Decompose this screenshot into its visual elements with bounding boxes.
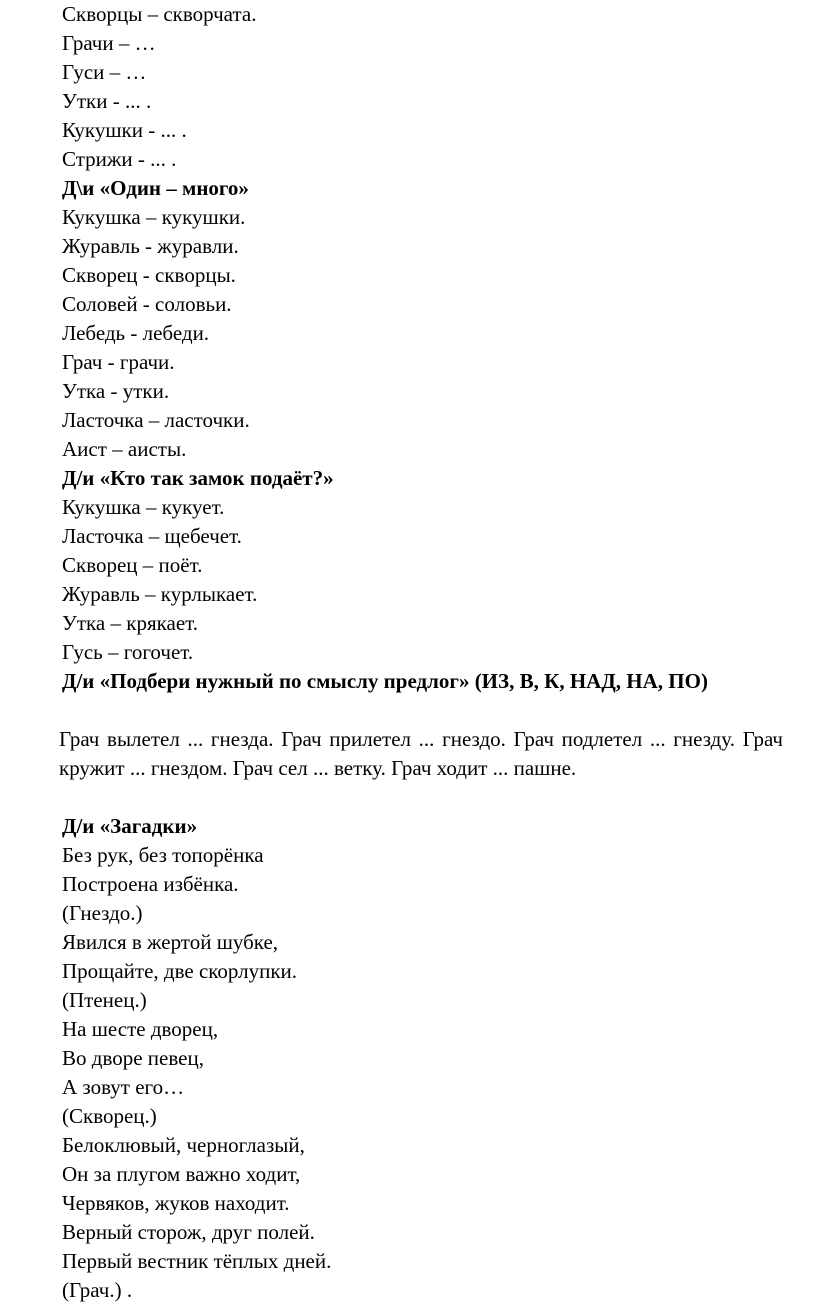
list-line: Утки - ... .: [62, 89, 152, 113]
riddle-answer: (Птенец.): [62, 988, 147, 1012]
riddle-line: Белоклювый, черноглазый,: [62, 1133, 305, 1157]
game4-heading: Д/и «Загадки»: [62, 814, 198, 838]
riddle-line: Верный сторож, друг полей.: [62, 1220, 315, 1244]
list-line: Кукушка – кукует.: [62, 495, 225, 519]
riddle-answer: (Скворец.): [62, 1104, 157, 1128]
riddle-line: А зовут его…: [62, 1075, 185, 1099]
riddle-line: Первый вестник тёплых дней.: [62, 1249, 332, 1273]
game1-heading: Д\и «Один – много»: [62, 176, 249, 200]
riddle-line: Явился в жертой шубке,: [62, 930, 279, 954]
list-line: Скворец - скворцы.: [62, 263, 236, 287]
game3-paragraph: Грач вылетел ... гнезда. Грач прилетел ... гнездо. Грач подлетел ... гнезду. Грач кружит ... гнездом. Грач сел ... ветку. Грач ходит ... пашне.: [59, 727, 783, 780]
riddle-line: Построена избёнка.: [62, 872, 239, 896]
riddle-line: Червяков, жуков находит.: [62, 1191, 290, 1215]
list-line: Кукушки - ... .: [62, 118, 187, 142]
list-line: Утка – крякает.: [62, 611, 198, 635]
riddle-line: Без рук, без топорёнка: [62, 843, 264, 867]
riddle-line: Прощайте, две скорлупки.: [62, 959, 298, 983]
riddle-answer: (Гнездо.): [62, 901, 143, 925]
list-line: Утка - утки.: [62, 379, 170, 403]
list-line: Лебедь - лебеди.: [62, 321, 210, 345]
list-line: Ласточка – щебечет.: [62, 524, 242, 548]
game2-heading: Д/и «Кто так замок подаёт?»: [62, 466, 334, 490]
list-line: Скворцы – скворчата.: [62, 2, 257, 26]
list-line: Гуси – …: [62, 60, 147, 84]
list-line: Стрижи - ... .: [62, 147, 177, 171]
list-line: Журавль - журавли.: [62, 234, 239, 258]
list-line: Аист – аисты.: [62, 437, 187, 461]
list-line: Грач - грачи.: [62, 350, 175, 374]
list-line: Журавль – курлыкает.: [62, 582, 258, 606]
riddle-line: На шесте дворец,: [62, 1017, 219, 1041]
list-line: Ласточка – ласточки.: [62, 408, 250, 432]
riddle-line: Он за плугом важно ходит,: [62, 1162, 301, 1186]
list-line: Скворец – поёт.: [62, 553, 203, 577]
riddle-line: Во дворе певец,: [62, 1046, 204, 1070]
list-line: Грачи – …: [62, 31, 156, 55]
game3-heading: Д/и «Подбери нужный по смыслу предлог» (ИЗ, В, К, НАД, НА, ПО): [62, 669, 708, 693]
riddle-answer: (Грач.) .: [62, 1278, 133, 1302]
list-line: Гусь – гогочет.: [62, 640, 194, 664]
list-line: Кукушка – кукушки.: [62, 205, 246, 229]
list-line: Соловей - соловьи.: [62, 292, 232, 316]
